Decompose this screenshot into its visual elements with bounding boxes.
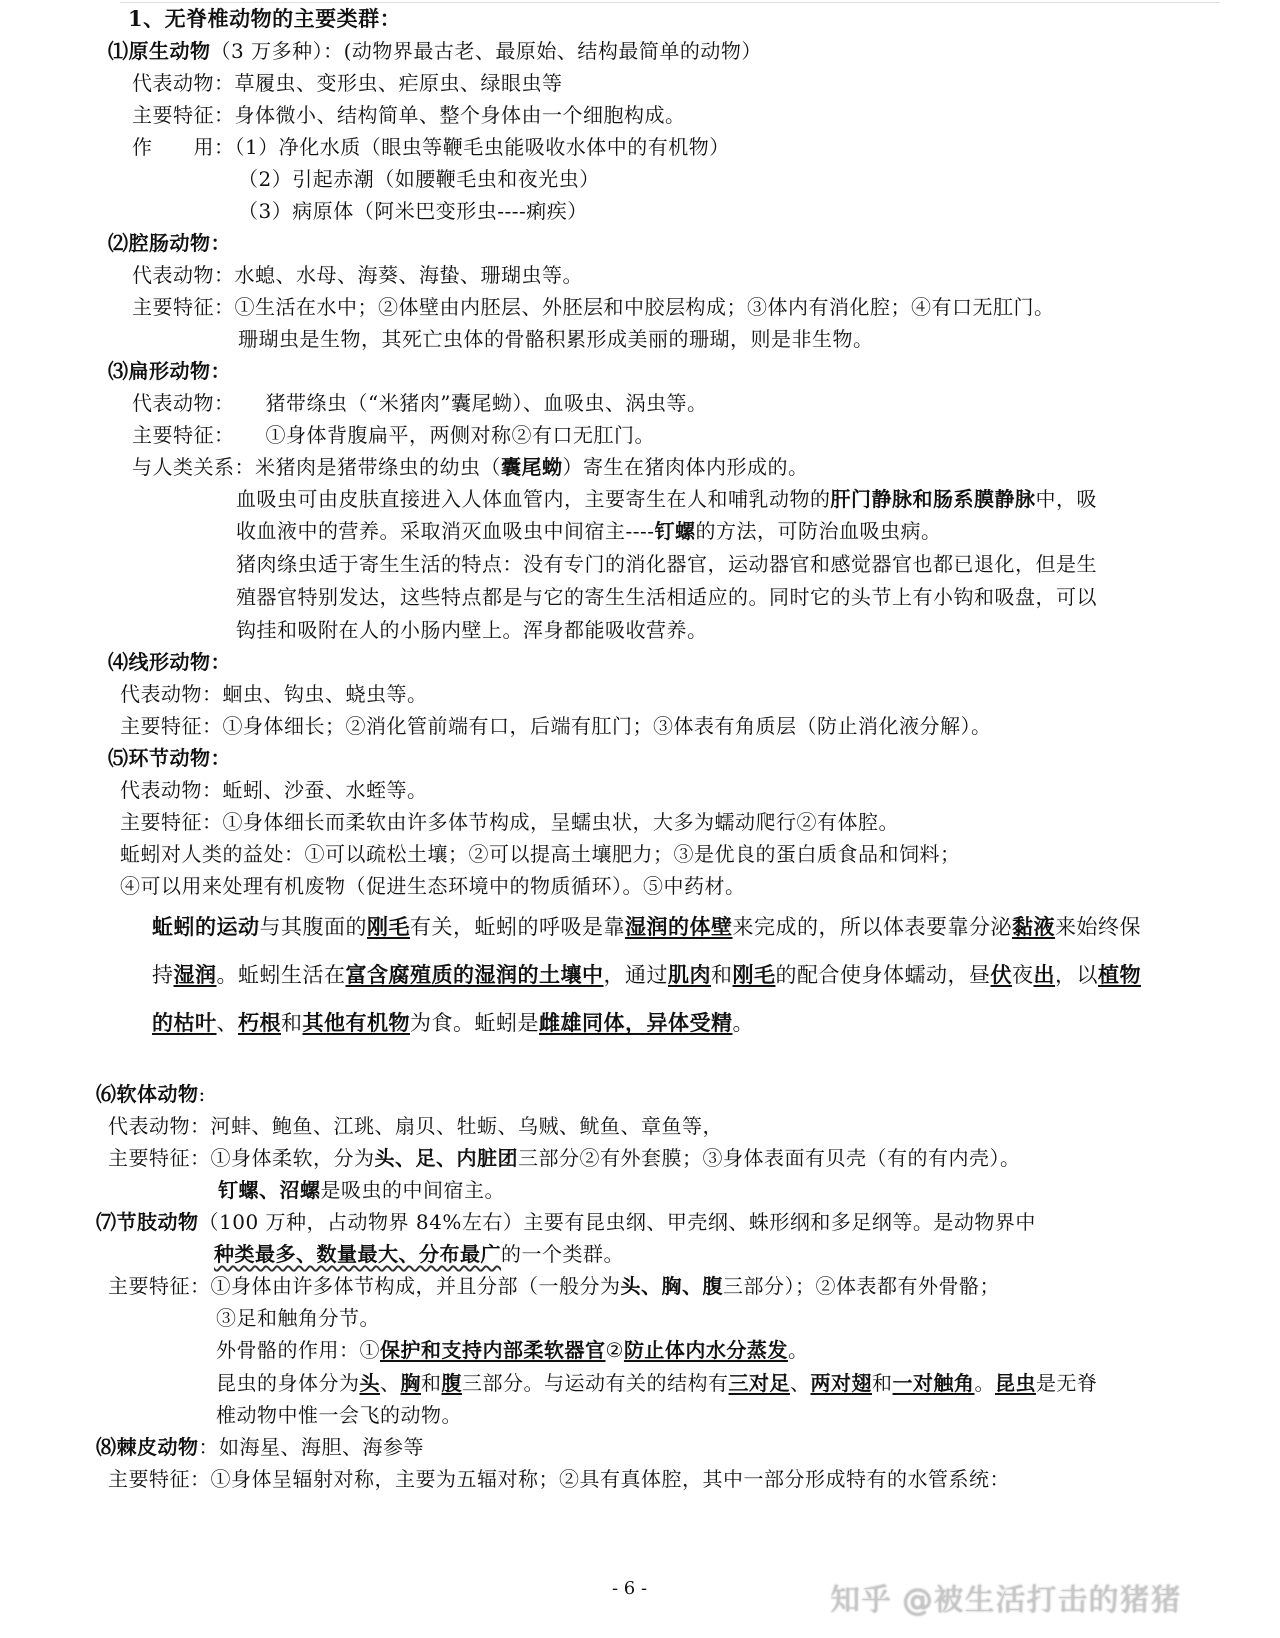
- section-heading: 1、无脊椎动物的主要类群：: [128, 6, 402, 31]
- flatworm-blood2: [236, 518, 942, 544]
- bold-term: 钉螺: [654, 519, 696, 543]
- text-run: 收血液中的营养。采取消灭血吸虫中间宿主----: [236, 519, 655, 543]
- text-run: 有关，蚯蚓的呼吸是靠: [410, 915, 625, 939]
- underlined-term: 头: [359, 1371, 380, 1395]
- mollusc-snail: [218, 1177, 505, 1203]
- text-run: 与其腹面的: [259, 915, 367, 939]
- text-run: :: [198, 1082, 206, 1106]
- underlined-term: 植物: [1098, 962, 1141, 987]
- echinoderm-title: ⑻棘皮动物: [96, 1435, 199, 1459]
- annelid-para-line1: [152, 914, 1141, 940]
- underlined-term: 出: [1033, 962, 1055, 987]
- arthropod-insect2: 椎动物中惟一会飞的动物。: [216, 1403, 462, 1427]
- echinoderm-rep: ：如海星、海胆、海参等: [198, 1435, 424, 1459]
- underlined-term: 黏液: [1012, 914, 1055, 939]
- mollusc-feat: [108, 1145, 1021, 1171]
- flatworm-title: ⑶扁形动物：: [108, 359, 231, 383]
- text-run: 、: [790, 1371, 811, 1395]
- text-run: 是吸虫的中间宿主。: [320, 1178, 505, 1202]
- arthropod-most: [214, 1241, 624, 1267]
- mollusc-title-line: [96, 1081, 206, 1107]
- underlined-term: 昆虫: [995, 1371, 1036, 1395]
- text-run: 。蚯蚓生活在: [216, 963, 346, 987]
- text-run: 三部分。与运动有关的结构有: [462, 1371, 729, 1395]
- arthropod-feat2: ③足和触角分节。: [216, 1306, 380, 1330]
- protozoa-use3: （3）病原体（阿米巴变形虫----痢疾）: [238, 199, 588, 223]
- wavy-underlined-term: 种类最多、数量最大、分布最广: [214, 1242, 501, 1266]
- text-run: 和: [421, 1371, 442, 1395]
- bold-term: 头、胸、腹: [620, 1274, 723, 1298]
- text-run: 主要特征：①身体由许多体节构成，并且分部（一般分为: [108, 1274, 621, 1298]
- protozoa-title-line: [108, 38, 762, 64]
- flatworm-feat: 主要特征： ①身体背腹扁平，两侧对称②有口无肛门。: [132, 423, 655, 447]
- protozoa-use2: （2）引起赤潮（如腰鞭毛虫和夜光虫）: [238, 167, 600, 191]
- underlined-term: 朽根: [238, 1010, 281, 1035]
- text-run: 与人类关系：米猪肉是猪带绦虫的幼虫（: [132, 455, 501, 479]
- underlined-term: 三对足: [728, 1371, 790, 1395]
- annelid-title: ⑸环节动物：: [108, 746, 231, 770]
- bold-term: 蚯蚓的运动: [152, 914, 260, 939]
- text-run: 和: [281, 1011, 303, 1035]
- text-run: 来完成的，所以体表要靠分泌: [732, 915, 1012, 939]
- mollusc-title: ⑹软体动物: [96, 1082, 199, 1106]
- text-run: 主要特征：①身体柔软，分为: [108, 1146, 375, 1170]
- text-run: 中，吸: [1035, 487, 1097, 511]
- text-run: 的配合使身体蠕动，昼: [775, 963, 991, 987]
- underlined-term: 雌雄同体，异体受精: [539, 1010, 733, 1035]
- text-run: 昆虫的身体分为: [216, 1371, 360, 1395]
- roundworm-title: ⑷线形动物：: [108, 650, 231, 674]
- underlined-term: 防止体内水分蒸发: [623, 1338, 788, 1362]
- text-run: 的方法，可防治血吸虫病。: [695, 519, 942, 543]
- bold-term: 头、足、内脏团: [374, 1146, 518, 1170]
- flatworm-relation: [132, 454, 809, 480]
- underlined-term: 刚毛: [367, 914, 410, 939]
- roundworm-rep: 代表动物：蛔虫、钩虫、蛲虫等。: [120, 682, 428, 706]
- arthropod-note: （100 万种，占动物界 84%左右）主要有昆虫纲、甲壳纲、蛛形纲和多足纲等。是动物界中: [198, 1210, 1036, 1234]
- underlined-term: 两对翅: [810, 1371, 872, 1395]
- text-run: 的一个类群。: [501, 1242, 624, 1266]
- text-run: 三部分②有外套膜；③身体表面有贝壳（有的有内壳）。: [518, 1146, 1021, 1170]
- underlined-term: 湿润: [173, 962, 217, 987]
- protozoa-feat: 主要特征：身体微小、结构简单、整个身体由一个细胞构成。: [132, 103, 686, 127]
- flatworm-tape2: 殖器官特别发达，这些特点都是与它的寄生生活相适应的。同时它的头节上有小钩和吸盘，可以: [236, 585, 1097, 609]
- top-rule: [120, 2, 1220, 3]
- underlined-term: 肌肉: [668, 962, 711, 987]
- bold-term: 肝门静脉和肠系膜静脉: [830, 487, 1036, 511]
- coelenterata-rep: 代表动物：水螅、水母、海葵、海蛰、珊瑚虫等。: [132, 263, 583, 287]
- text-run: 。: [974, 1371, 995, 1395]
- annelid-feat: 主要特征：①身体细长而柔软由许多体节构成，呈蠕虫状，大多为蠕动爬行②有体腔。: [120, 810, 899, 834]
- annelid-para-line3: [152, 1010, 754, 1036]
- protozoa-note: （3 万多种）：(动物界最古老、最原始、结构最简单的动物）: [210, 39, 762, 63]
- annelid-benefit2: ④可以用来处理有机废物（促进生态环境中的物质循环）。⑤中药材。: [120, 874, 746, 898]
- underlined-term: 富含腐殖质的湿润的土壤中: [345, 962, 604, 987]
- text-run: 血吸虫可由皮肤直接进入人体血管内，主要寄生在人和哺乳动物的: [236, 487, 831, 511]
- text-run: 。: [732, 1011, 754, 1035]
- text-run: 是无脊: [1036, 1371, 1098, 1395]
- text-run: 。: [787, 1338, 809, 1362]
- bold-term: 钉螺、沼螺: [218, 1178, 321, 1202]
- text-run: 和: [872, 1371, 893, 1395]
- text-run: ）寄生在猪肉体内形成的。: [562, 455, 809, 479]
- underlined-term: 保护和支持内部柔软器官: [380, 1338, 606, 1362]
- underlined-term: 湿润的体壁: [625, 914, 733, 939]
- annelid-rep: 代表动物：蚯蚓、沙蚕、水蛭等。: [120, 778, 428, 802]
- flatworm-blood1: [236, 486, 1097, 512]
- underlined-term: 刚毛: [732, 962, 776, 987]
- underlined-term: 胸: [400, 1371, 421, 1395]
- arthropod-insect1: [216, 1370, 1098, 1396]
- arthropod-title: ⑺节肢动物: [96, 1210, 199, 1234]
- text-run: 外骨骼的作用：①: [216, 1338, 380, 1362]
- annelid-para-line2: [152, 962, 1141, 988]
- arthropod-title-line: [96, 1209, 1036, 1235]
- text-run: ，通过: [603, 963, 668, 987]
- flatworm-tape3: 钩挂和吸附在人的小肠内壁上。浑身都能吸收营养。: [236, 618, 708, 642]
- underlined-term: 其他有机物: [302, 1010, 410, 1035]
- protozoa-rep: 代表动物：草履虫、变形虫、疟原虫、绿眼虫等: [132, 71, 563, 95]
- page-number: - 6 -: [612, 1578, 648, 1599]
- underlined-term: 的枯叶: [152, 1010, 217, 1035]
- annelid-benefit1: 蚯蚓对人类的益处：①可以疏松土壤；②可以提高土壤肥力；③是优良的蛋白质食品和饲料；: [120, 842, 961, 866]
- mollusc-rep: 代表动物：河蚌、鲍鱼、江珧、扇贝、牡蛎、乌贼、鱿鱼、章鱼等，: [108, 1114, 723, 1138]
- bold-term: 囊尾蚴: [501, 455, 563, 479]
- underlined-term: 一对触角: [892, 1371, 975, 1395]
- underlined-term: 伏: [990, 962, 1012, 987]
- roundworm-feat: 主要特征：①身体细长；②消化管前端有口，后端有肛门；③体表有角质层（防止消化液分解）。: [120, 714, 992, 738]
- underlined-term: 腹: [441, 1371, 462, 1395]
- text-run: 来始终保: [1055, 915, 1141, 939]
- text-run: 夜: [1012, 963, 1034, 987]
- text-run: 持: [152, 963, 174, 987]
- protozoa-use1: 作 用：（1）净化水质（眼虫等鞭毛虫能吸收水体中的有机物）: [132, 135, 730, 159]
- arthropod-exoskeleton: [216, 1337, 808, 1363]
- coelenterata-feat: 主要特征：①生活在水中；②体壁由内胚层、外胚层和中胶层构成；③体内有消化腔；④有口无肛门。: [132, 295, 1055, 319]
- text-run: 三部分）；②体表都有外骨骼；: [723, 1274, 1000, 1298]
- arthropod-feat1: [108, 1273, 1000, 1299]
- coelenterata-title: ⑵腔肠动物：: [108, 231, 231, 255]
- protozoa-title: ⑴原生动物: [108, 39, 211, 63]
- watermark: 知乎 @被生活打击的猪猪: [830, 1583, 1182, 1618]
- flatworm-rep: 代表动物： 猪带绦虫（“米猪肉”囊尾蚴）、血吸虫、涡虫等。: [132, 391, 708, 415]
- echinoderm-title-line: [96, 1434, 424, 1460]
- text-run: 为食。蚯蚓是: [410, 1011, 539, 1035]
- text-run: ，以: [1055, 963, 1098, 987]
- text-run: 和: [711, 963, 733, 987]
- text-run: 、: [216, 1011, 238, 1035]
- text-run: 、: [380, 1371, 401, 1395]
- text-run: ②: [605, 1338, 624, 1362]
- flatworm-tape1: 猪肉绦虫适于寄生生活的特点：没有专门的消化器官，运动器官和感觉器官也都已退化，但是生: [236, 552, 1097, 576]
- echinoderm-feat: 主要特征：①身体呈辐射对称，主要为五辐对称；②具有真体腔，其中一部分形成特有的水管系统：: [108, 1467, 1010, 1491]
- coelenterata-coral: 珊瑚虫是生物，其死亡虫体的骨骼积累形成美丽的珊瑚，则是非生物。: [238, 327, 874, 351]
